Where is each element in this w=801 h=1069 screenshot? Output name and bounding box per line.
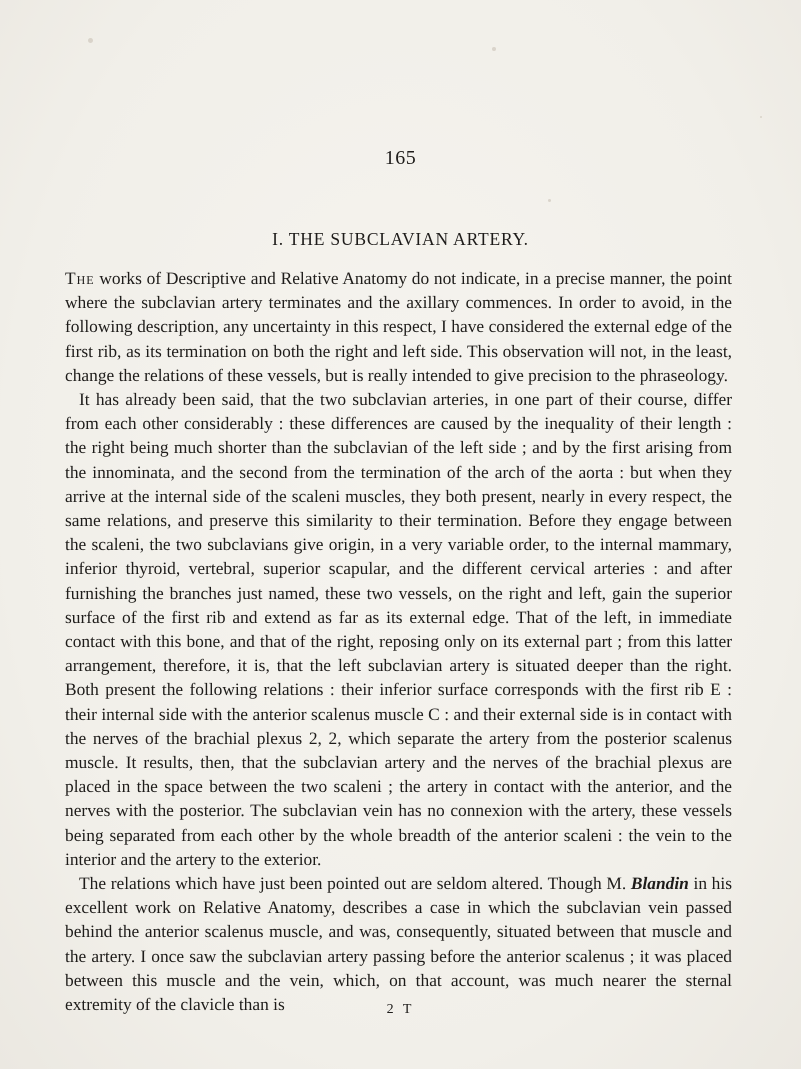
paragraph-3-text-after: in his excellent work on Relative Anatomy, describes a case in which the subclavian vein passed behind the anterior scalenus muscle, and was, consequently, situated between that muscle and the artery. I once saw the subclavian artery passing before the anterior scalenus ; it was placed between this muscle and the vein, which, on that account, was much nearer the sternal extremity of the clavicle than is [65, 873, 732, 1015]
paragraph-3 [65, 871, 732, 1016]
page-number: 165 [384, 147, 417, 169]
paragraph-1 [65, 266, 732, 387]
body-text [65, 266, 732, 1016]
printer-signature: 2 T [386, 1002, 415, 1017]
author-name: Blandin [630, 873, 689, 894]
paper-speck [760, 116, 762, 118]
paper-speck [88, 38, 93, 43]
paragraph-2: It has already been said, that the two subclavian arteries, in one part of their course, differ from each other considerably : these differences are caused by the inequality of their length : the right being much shorter than the subclavian of the left side ; and by the first arising from the innominata, and the second from the termination of the arch of the aorta : but when they arrive at the internal side of the scaleni muscles, they both present, nearly in every respect, the same relations, and preserve this similarity to their termination. Before they engage between the scaleni, the two subclavians give origin, in a very variable order, to the internal mammary, inferior thyroid, vertebral, superior scapular, and the different cervical arteries : and after furnishing the branches just named, these two vessels, on the right and left, gain the superior surface of the first rib and extend as far as its external edge. That of the left, in immediate contact with this bone, and that of the right, reposing only on its external part ; from this latter arrangement, therefore, it is, that the left subclavian artery is situated deeper than the right. Both present the following relations : their inferior surface corresponds with the first rib E : their internal side with the anterior scalenus muscle C : and their external side is in contact with the nerves of the brachial plexus 2, 2, which separate the artery from the posterior scalenus muscle. It results, then, that the subclavian artery and the nerves of the brachial plexus are placed in the space between the two scaleni ; the artery in contact with the anterior, and the nerves with the posterior. The subclavian vein has no connexion with the artery, these vessels being separated from each other by the whole breadth of the anterior scaleni : the vein to the interior and the artery to the exterior. [65, 389, 732, 869]
paper-speck [548, 199, 551, 202]
paper-speck [492, 47, 496, 51]
section-title: I. THE SUBCLAVIAN ARTERY. [272, 229, 529, 249]
paragraph-1-lead-word: The [65, 268, 95, 288]
paragraph-1-text: works of Descriptive and Relative Anatomy do not indicate, in a precise manner, the point where the subclavian artery terminates and the axillary commences. In order to avoid, in the following description, any uncertainty in this respect, I have considered the external edge of the first rib, as its termination on both the right and left side. This observation will not, in the least, change the relations of these vessels, but is really intended to give precision to the phraseology. [65, 268, 732, 385]
paragraph-3-text-before: The relations which have just been pointed out are seldom altered. Though M. [79, 873, 631, 894]
